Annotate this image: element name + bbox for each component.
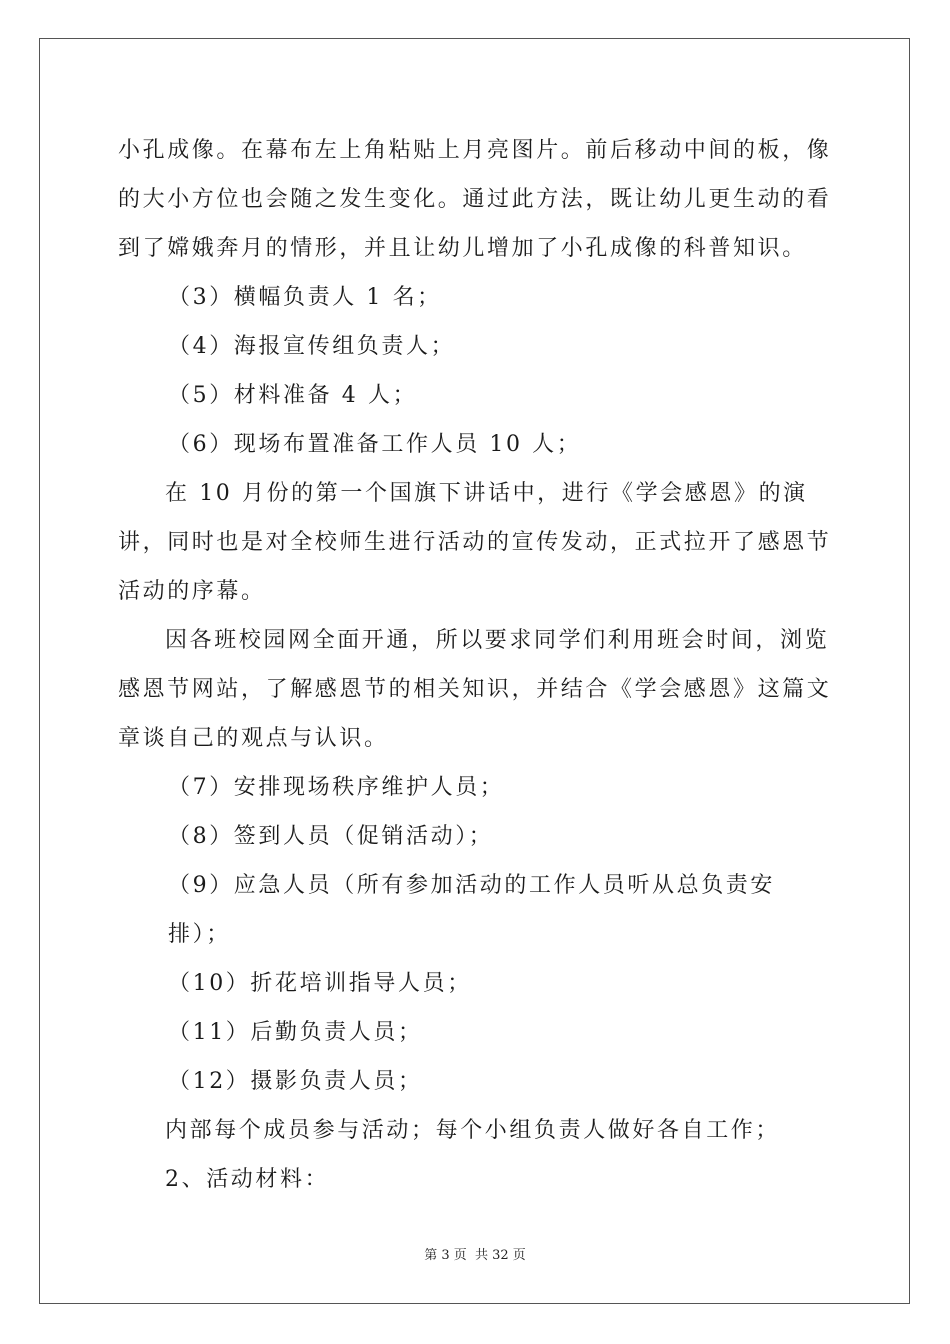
list-item: （3）横幅负责人 1 名；	[168, 285, 442, 310]
list-item: （11）后勤负责人员；	[168, 1020, 423, 1045]
page-number: 第 3 页	[424, 1248, 467, 1263]
list-item: （7）安排现场秩序维护人员；	[168, 775, 505, 800]
list-item: （6）现场布置准备工作人员 10 人；	[168, 432, 582, 457]
paragraph: 因各班校园网全面开通，所以要求同学们利用班会时间，浏览感恩节网站，了解感恩节的相关知识，并结合《学会感恩》这篇文章谈自己的观点与认识。	[118, 628, 832, 751]
page-total: 共 32 页	[474, 1248, 526, 1263]
paragraph: 内部每个成员参与活动；每个小组负责人做好各自工作；	[165, 1118, 781, 1143]
list-item: （10）折花培训指导人员；	[168, 971, 472, 996]
paragraph: 在 10 月份的第一个国旗下讲话中，进行《学会感恩》的演讲，同时也是对全校师生进行活动的宣传发动，正式拉开了感恩节活动的序幕。	[118, 481, 832, 604]
page-footer	[0, 1244, 950, 1263]
list-item: （8）签到人员（促销活动）；	[168, 824, 494, 849]
list-item: （9）应急人员（所有参加活动的工作人员听从总负责安排）；	[168, 873, 775, 947]
list-item: （4）海报宣传组负责人；	[168, 334, 456, 359]
section-heading: 2、活动材料：	[165, 1167, 330, 1192]
list-item: （12）摄影负责人员；	[168, 1069, 423, 1094]
list-item: （5）材料准备 4 人；	[168, 383, 418, 408]
paragraph-continuation: 小孔成像。在幕布左上角粘贴上月亮图片。前后移动中间的板，像的大小方位也会随之发生变化。通过此方法，既让幼儿更生动的看到了嫦娥奔月的情形，并且让幼儿增加了小孔成像的科普知识。	[118, 138, 832, 261]
document-body	[118, 126, 834, 1204]
